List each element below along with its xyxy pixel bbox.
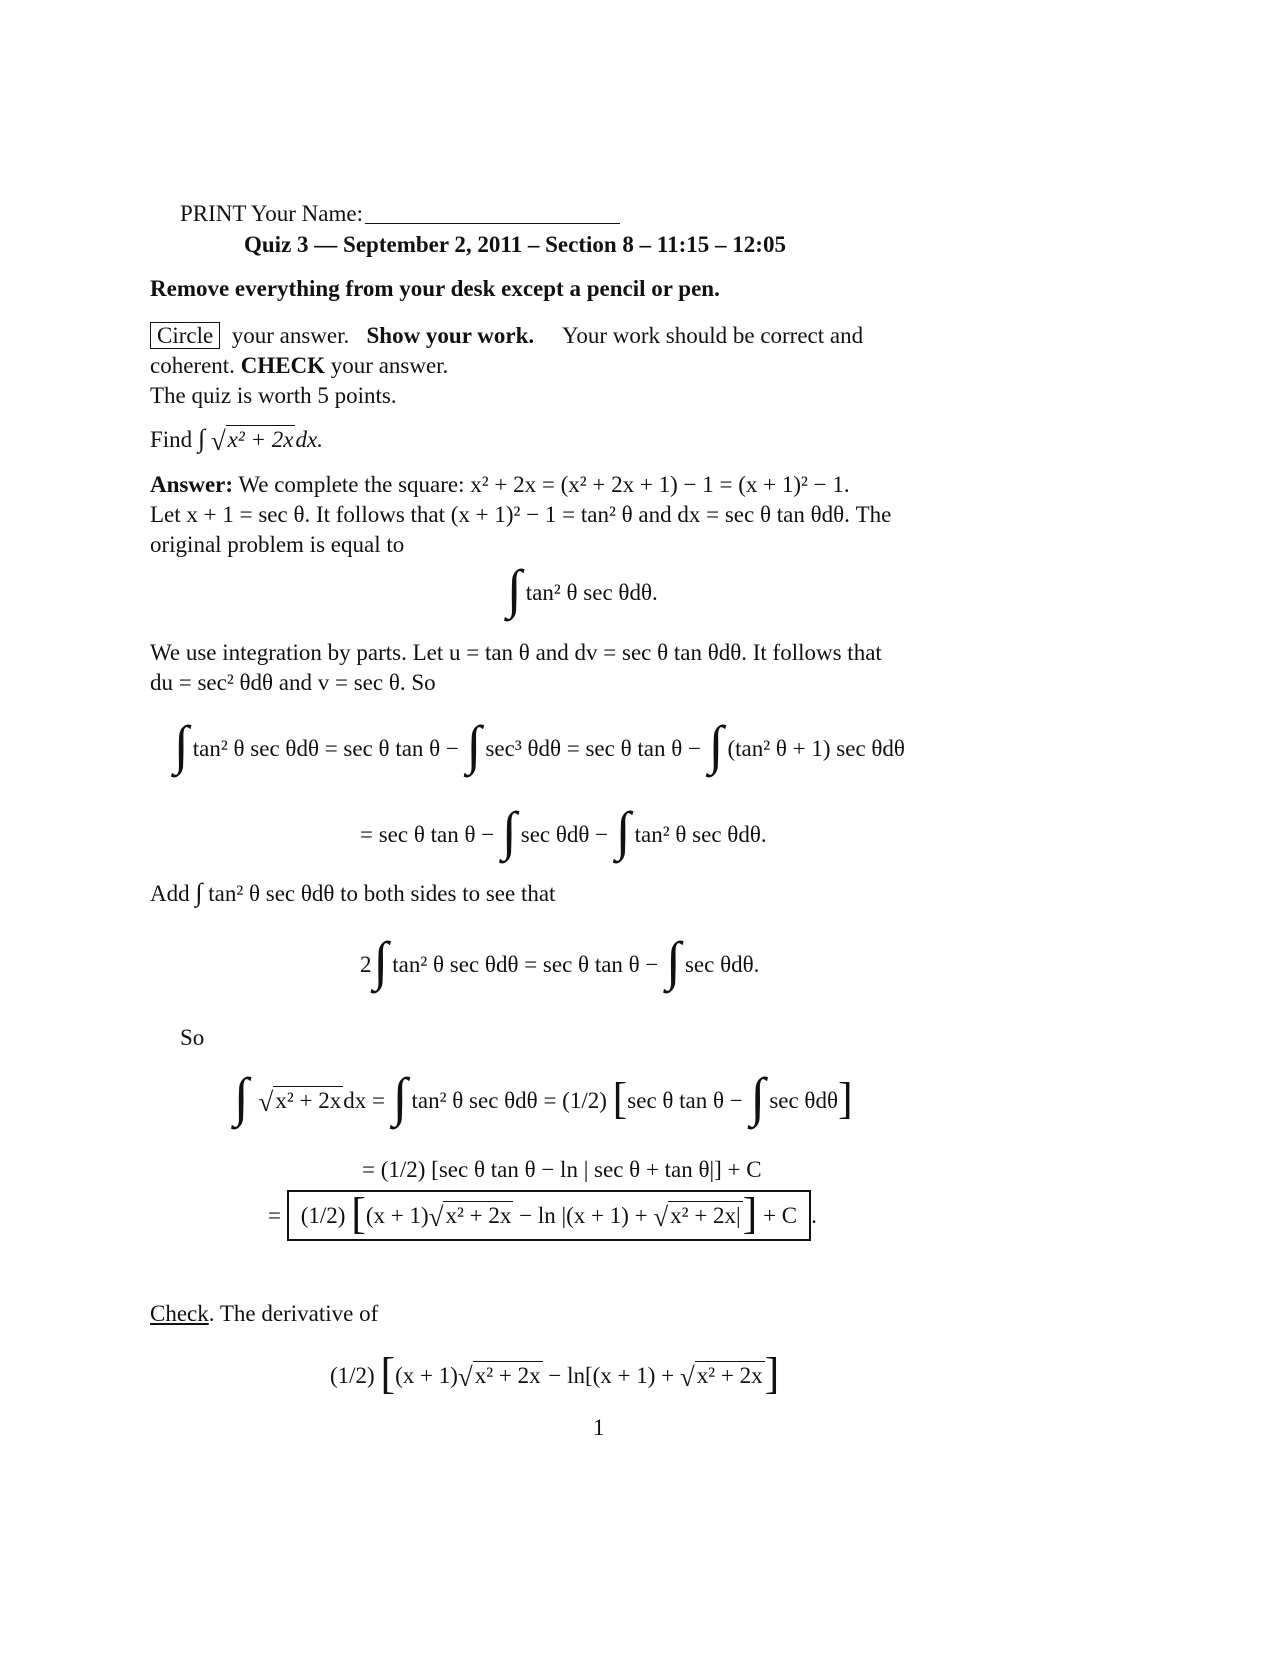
remove-instruction: Remove everything from your desk except a pencil or pen. [150,276,720,301]
equation-5 [232,1067,853,1127]
equation-6: = (1/2) [sec θ tan θ − ln | sec θ + tan θ|] + C [362,1157,762,1182]
your-answer-text: your answer. [231,323,350,348]
left-bracket: [ [351,1189,366,1238]
radical-sign: √ [210,426,226,456]
eq7-plus-c: + C [763,1203,798,1228]
integral-sign: ∫ [507,559,522,619]
eq2-part-a: tan² θ sec θdθ = sec θ tan θ − [192,736,459,761]
eq7-equals: = [268,1203,281,1228]
add-prefix: Add [150,881,190,906]
quiz-title: Quiz 3 — September 2, 2011 – Section 8 – 11:15 – 12:05 [244,232,786,257]
integral-sign: ∫ [708,715,724,775]
answer-label: Answer: [150,472,234,497]
eq5-part-d: sec θ tan θ − [627,1088,743,1113]
radicand: x² + 2x| [670,1203,741,1228]
show-work-text: Show your work. [366,323,535,348]
radical-sign: √ [679,1362,695,1392]
right-bracket: ] [837,1074,853,1123]
final-answer-box [287,1190,811,1241]
name-blank [365,201,620,224]
sqrt-expr [680,1360,765,1391]
integral-sign: ∫ [392,1067,408,1127]
integral-sign: ∫ [195,878,203,907]
coherent-text: coherent. [150,353,235,378]
radicand: x² + 2x [696,1363,763,1388]
right-bracket: ] [764,1349,780,1398]
name-line [180,198,620,229]
integral-sign: ∫ [501,801,517,861]
radical-sign: √ [258,1087,274,1117]
eq5-part-e: sec θdθ [769,1088,838,1113]
eq4-part-c: sec θdθ. [684,952,760,977]
eq4-part-a: 2 [360,952,372,977]
eq3-part-a: = sec θ tan θ − [360,822,495,847]
check-equation [330,1349,780,1398]
add-line [150,878,555,909]
integral-sign: ∫ [615,801,631,861]
so-text: So [180,1025,205,1050]
parts-line-2: du = sec² θdθ and v = sec θ. So [150,670,436,695]
left-bracket: [ [612,1074,628,1123]
eq5-part-c: tan² θ sec θdθ = (1/2) [411,1088,607,1113]
sqrt-expr [259,1085,344,1116]
radicand: x² + 2x [474,1363,541,1388]
check-half: (1/2) [330,1363,375,1388]
instruction-line-1 [150,320,863,351]
equation-1 [505,559,658,619]
radicand: x² + 2x [275,1088,342,1113]
integral-sign: ∫ [373,931,389,991]
sqrt-expr [458,1360,543,1391]
dx-text: dx. [295,427,323,452]
check-text: . The derivative of [208,1301,379,1326]
radical-sign: √ [653,1202,669,1232]
add-suffix: to both sides to see that [340,881,556,906]
sqrt-expr [653,1200,742,1231]
eq7-half: (1/2) [300,1203,346,1228]
find-text: Find [150,427,193,452]
name-label: PRINT Your Name: [180,201,363,226]
work-correct-text: Your work should be correct and [562,323,864,348]
eq2-part-c: (tan² θ + 1) sec θdθ [727,736,905,761]
eq7-part-d: − ln |(x + 1) + [519,1203,648,1228]
worth-text: The quiz is worth 5 points. [150,383,397,408]
check-part-b: (x + 1) [395,1363,458,1388]
check-part-d: − ln[(x + 1) + [548,1363,675,1388]
eq3-part-b: sec θdθ − [520,822,609,847]
circle-word-box: Circle [150,322,220,349]
answer-line-1 [150,469,850,500]
eq3-part-c: tan² θ sec θdθ. [634,822,767,847]
radicand: x² + 2x [227,427,294,452]
equation-3 [360,801,767,861]
answer-line-2: Let x + 1 = sec θ. It follows that (x + 1)² − 1 = tan² θ and dx = sec θ tan θdθ. The [150,502,892,527]
eq7-period: . [811,1203,817,1228]
answer-line-3: original problem is equal to [150,532,405,557]
radicand: x² + 2x [445,1203,512,1228]
add-expr: tan² θ sec θdθ [208,881,335,906]
check-label: Check [150,1301,209,1326]
right-bracket: ] [742,1189,758,1238]
answer-text-1: We complete the square: x² + 2x = (x² + 2x + 1) − 1 = (x + 1)² − 1. [238,472,850,497]
sqrt-expr [211,424,296,455]
integral-sign: ∫ [750,1067,766,1127]
problem-statement [150,424,323,455]
check-line [150,1298,378,1329]
eq5-part-b: dx = [343,1088,385,1113]
parts-line-1: We use integration by parts. Let u = tan θ and dv = sec θ tan θdθ. It follows that [150,640,882,665]
radical-sign: √ [428,1202,444,1232]
integral-sign: ∫ [234,1067,249,1127]
radical-sign: √ [457,1362,473,1392]
integral-sign: ∫ [174,715,189,775]
eq1-text: tan² θ sec θdθ. [525,580,658,605]
eq7-part-b: (x + 1) [365,1203,429,1228]
instruction-line-2 [150,350,448,381]
equation-4 [360,931,760,991]
sqrt-expr [429,1200,514,1231]
your-answer2-text: your answer. [330,353,449,378]
eq2-part-b: sec³ θdθ = sec θ tan θ − [485,736,701,761]
left-bracket: [ [380,1349,396,1398]
equation-7 [268,1190,817,1241]
page-number: 1 [593,1415,605,1440]
equation-2 [172,715,905,775]
integral-sign: ∫ [666,931,681,991]
eq4-part-b: tan² θ sec θdθ = sec θ tan θ − [392,952,659,977]
integral-sign: ∫ [466,715,482,775]
check-bold-text: CHECK [240,353,326,378]
integral-sign: ∫ [197,424,206,453]
